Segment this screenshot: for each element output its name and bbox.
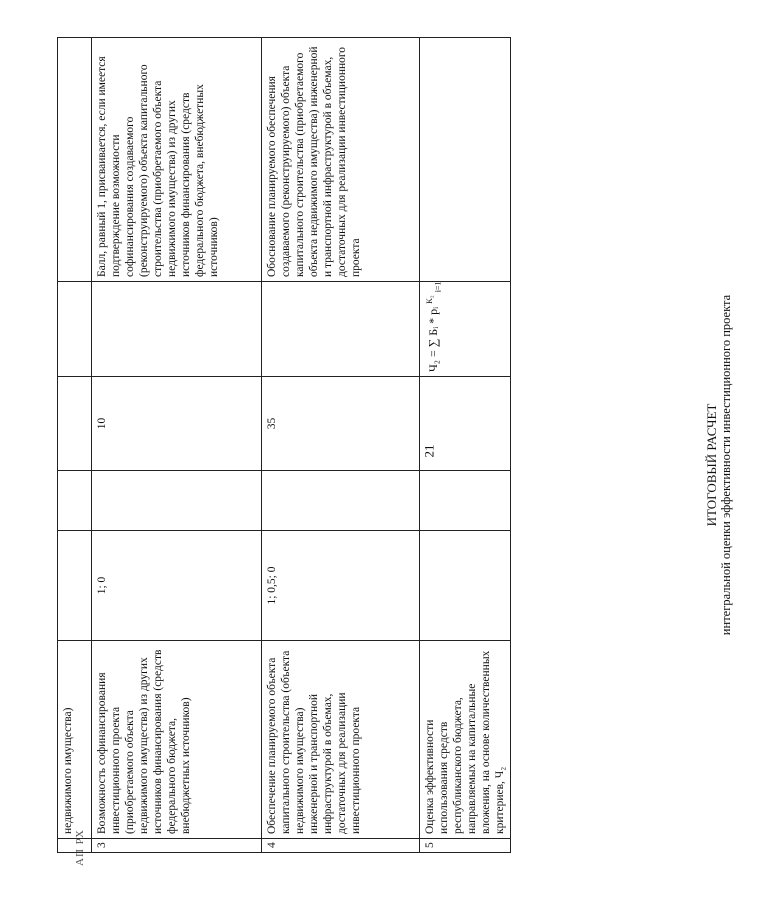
values-text: 1; 0,5; 0	[262, 531, 420, 641]
row-number: 5	[420, 839, 511, 853]
table-cell	[92, 471, 262, 531]
table-cell	[420, 38, 511, 282]
weight-text: 10	[92, 377, 262, 471]
table-cell	[58, 38, 92, 282]
formula-cell	[420, 282, 511, 377]
description-text: Обоснование планируемого обеспечения создаваемого (реконструируемого) объекта капитального строительства (приобретаемого объекта недвижимого имущества) инженерной и транспортной инфраструктурой в объемах, достаточных для реализации инвестиционного проекта	[262, 38, 420, 282]
table-cell	[420, 471, 511, 531]
criterion-text: Обеспечение планируемого объекта капитального строительства (объекта недвижимого имущества) инженерной и транспортной инфраструктурой в объемах, достаточных для реализации инвестиционного проекта	[262, 641, 420, 839]
table-cell	[262, 471, 420, 531]
values-text: 1; 0	[92, 531, 262, 641]
table-cell	[420, 531, 511, 641]
row-number: 3	[92, 839, 262, 853]
table-row	[420, 38, 511, 853]
formula-main: Ч₂ = ∑ Бᵢ * pᵢ	[426, 306, 440, 372]
formula-upper-limit: K₂	[425, 295, 434, 304]
table-cell	[58, 471, 92, 531]
continuation-text: недвижимого имущества)	[58, 641, 92, 839]
table-row	[262, 38, 420, 853]
formula-cell	[92, 282, 262, 377]
table-cell	[58, 377, 92, 471]
description-text: Балл, равный 1, присваивается, если имеется подтверждение возможности софинансирования создаваемого (реконструируемого) объекта капитального строительства (приобретаемого объекта недвижимого имущества) из других источников финансирования (средств федерального бюджета, внебюджетных источников)	[92, 38, 262, 282]
heading-title: ИТОГОВЫЙ РАСЧЕТ	[704, 403, 719, 527]
page-number: 21	[421, 444, 437, 458]
table-cell	[58, 531, 92, 641]
criterion-text: Возможность софинансирования инвестиционного проекта (приобретаемого объекта недвижимого имущества) из других источников финансирования (средств федерального бюджета, внебюджетных источников)	[92, 641, 262, 839]
formula-cell	[262, 282, 420, 377]
summary-heading	[704, 265, 764, 665]
table-cell	[420, 377, 511, 471]
formula-text	[423, 281, 445, 372]
criterion-text: Оценка эффективности использования средств республиканского бюджета, направляемых на капитальные вложения, на основе количественных критериев, Ч₂	[420, 641, 511, 839]
table-row	[92, 38, 262, 853]
weight-text: 35	[262, 377, 420, 471]
table-cell	[58, 282, 92, 377]
heading-subtitle: интегральной оценки эффективности инвестиционного проекта	[719, 294, 733, 636]
row-number: 4	[262, 839, 420, 853]
table-cell	[58, 839, 92, 853]
archive-stamp: АП РХ	[74, 829, 86, 866]
table-row	[58, 38, 92, 853]
criteria-table	[57, 37, 511, 853]
formula-lower-limit: i=1	[433, 281, 443, 293]
